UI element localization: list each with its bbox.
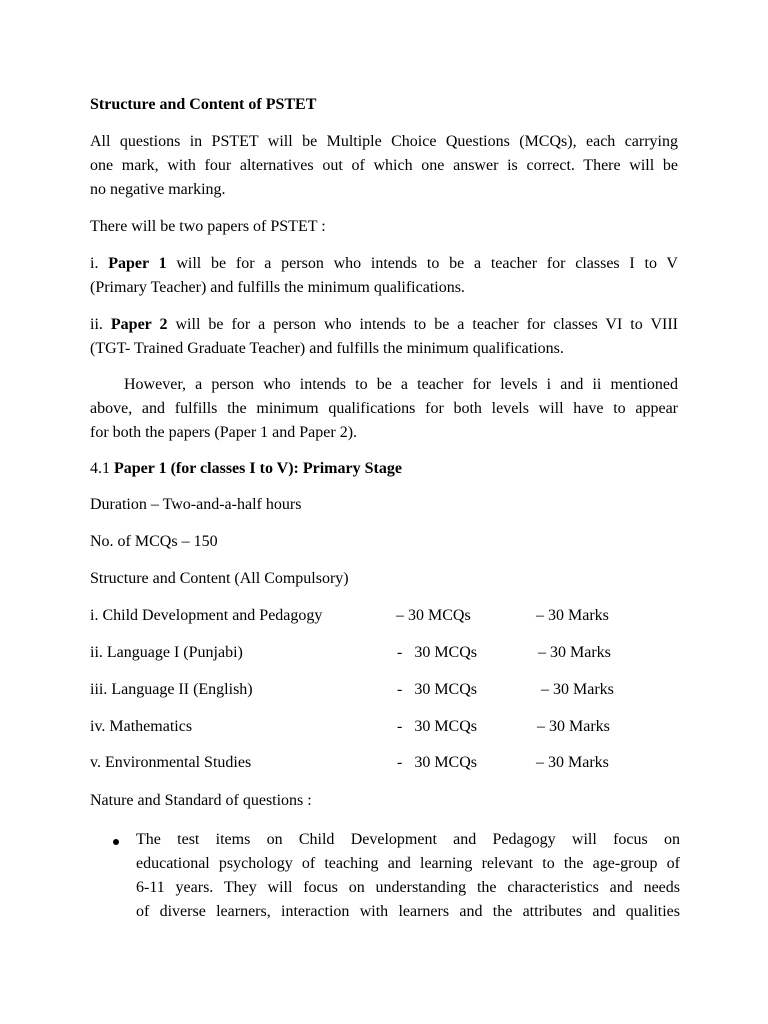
bullet-dot-icon <box>113 839 119 845</box>
bullet-line-4: of diverse learners, interaction with learners and the attributes and qualities <box>136 903 680 920</box>
subject-mcqs: - 30 MCQs <box>397 644 478 661</box>
subject-name: ii. Language I (Punjabi) <box>90 644 243 661</box>
section-number: 4.1 <box>90 460 114 477</box>
mcq-count-text: No. of MCQs – 150 <box>90 533 218 550</box>
subject-marks: – 30 Marks <box>537 718 610 735</box>
paper2-prefix: ii. <box>90 316 111 333</box>
paper1-line-2: (Primary Teacher) and fulfills the minimum qualifications. <box>90 279 465 296</box>
subject-marks: – 30 Marks <box>536 754 609 771</box>
document-title: Structure and Content of PSTET <box>90 96 317 113</box>
bullet-line-1: The test items on Child Development and Pedagogy will focus on <box>136 831 680 848</box>
subject-mcqs: – 30 MCQs <box>396 607 471 624</box>
however-line-3: for both the papers (Paper 1 and Paper 2). <box>90 424 358 441</box>
paper1-label: Paper 1 <box>108 255 167 272</box>
section-title: Paper 1 (for classes I to V): Primary Stage <box>114 460 402 477</box>
intro-line-3: no negative marking. <box>90 181 226 198</box>
paper1-prefix: i. <box>90 255 109 272</box>
intro-line-2: one mark, with four alternatives out of which one answer is correct. There will be <box>90 157 678 174</box>
bullet-line-3: 6-11 years. They will focus on understanding the characteristics and needs <box>136 879 680 896</box>
paper2-label: Paper 2 <box>110 316 168 333</box>
paper2-line-2: (TGT- Trained Graduate Teacher) and fulfills the minimum qualifications. <box>90 340 564 357</box>
paper1-text: will be for a person who intends to be a teacher for classes I to V <box>166 255 678 272</box>
paper2-text: will be for a person who intends to be a teacher for classes VI to VIII <box>167 316 678 333</box>
subject-mcqs: - 30 MCQs <box>397 754 478 771</box>
paper1-line-1 <box>90 252 678 276</box>
subject-marks: – 30 Marks <box>538 644 611 661</box>
however-line-2: above, and fulfills the minimum qualifications for both levels will have to appear <box>90 400 678 417</box>
duration-text: Duration – Two-and-a-half hours <box>90 496 302 513</box>
intro-line-1: All questions in PSTET will be Multiple Choice Questions (MCQs), each carrying <box>90 133 678 150</box>
nature-heading: Nature and Standard of questions : <box>90 792 312 809</box>
section-heading <box>90 459 402 479</box>
subject-name: iv. Mathematics <box>90 718 193 735</box>
subject-name: iii. Language II (English) <box>90 681 253 698</box>
subject-name: v. Environmental Studies <box>90 754 252 771</box>
structure-text: Structure and Content (All Compulsory) <box>90 570 349 587</box>
subject-marks: – 30 Marks <box>541 681 614 698</box>
subject-mcqs: - 30 MCQs <box>397 718 478 735</box>
subject-marks: – 30 Marks <box>536 607 609 624</box>
bullet-line-2: educational psychology of teaching and learning relevant to the age-group of <box>136 855 680 872</box>
however-line-1: However, a person who intends to be a teacher for levels i and ii mentioned <box>124 376 678 393</box>
subject-mcqs: - 30 MCQs <box>397 681 478 698</box>
two-papers-text: There will be two papers of PSTET : <box>90 218 326 235</box>
paper2-line-1 <box>90 313 678 337</box>
subject-name: i. Child Development and Pedagogy <box>90 607 323 624</box>
